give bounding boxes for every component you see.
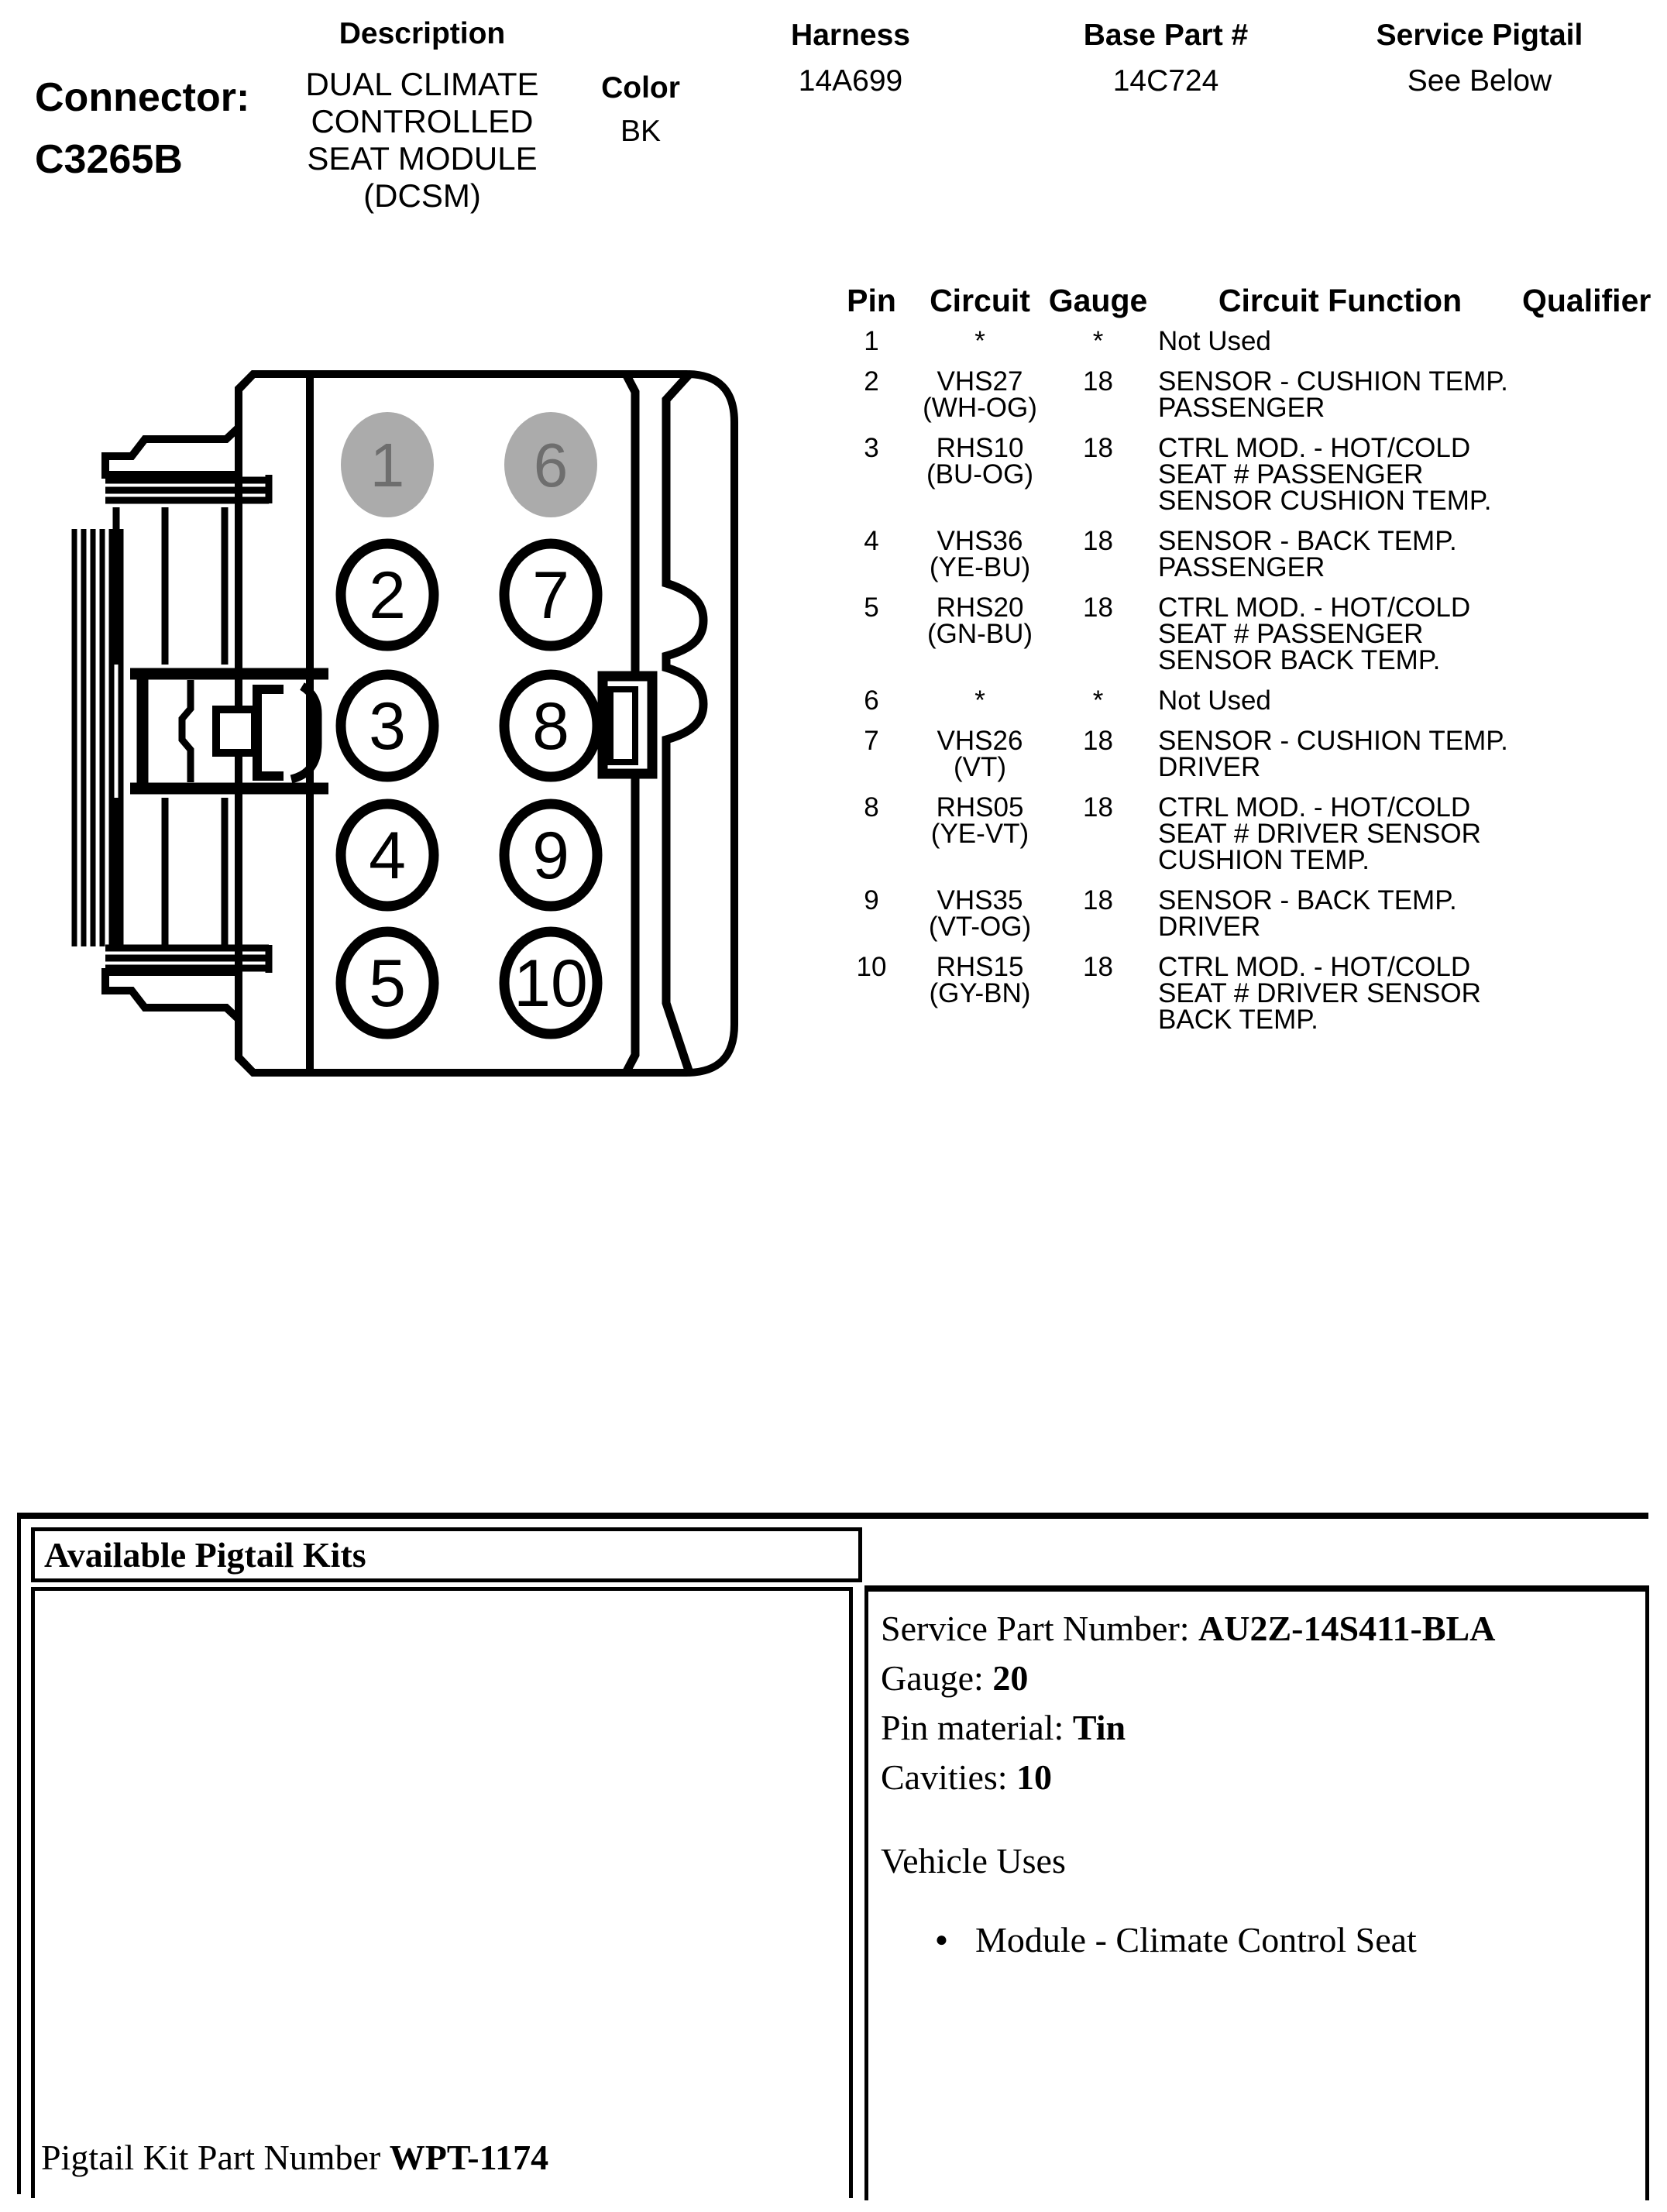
cell-pin: 8 (864, 792, 879, 823)
pin-9 (504, 804, 597, 906)
service-part-details (881, 1604, 1645, 1802)
detail-line: Gauge: 20 (881, 1658, 1029, 1698)
table-row (821, 685, 1627, 716)
svg-text:3: 3 (369, 689, 406, 764)
section-outer-left-border (17, 1513, 21, 2194)
connector-face-diagram (46, 349, 759, 1084)
description-column-label: Description (339, 17, 506, 50)
description-line: CONTROLLED (311, 103, 534, 139)
cell-qualifier (1522, 954, 1627, 1033)
cell-function: Not Used (1158, 326, 1271, 356)
svg-text:9: 9 (532, 819, 569, 893)
available-pigtail-kits-title: Available Pigtail Kits (44, 1535, 366, 1575)
cell-pin: 3 (864, 433, 879, 463)
table-row (821, 528, 1627, 581)
vehicle-use-item: ● Module - Climate Control Seat (881, 1915, 1645, 1965)
base-part-value: 14C724 (1112, 64, 1219, 98)
cell-qualifier (1522, 369, 1627, 421)
col-header-circuit: Circuit (930, 283, 1030, 318)
cell-circuit: RHS10 (BU-OG) (926, 433, 1034, 489)
service-pigtail-label: Service Pigtail (1376, 19, 1583, 52)
cell-gauge: 18 (1083, 726, 1113, 756)
cell-pin: 5 (864, 592, 879, 623)
svg-text:4: 4 (369, 819, 406, 893)
cell-circuit: VHS26 (VT) (937, 726, 1023, 782)
description-line: SEAT MODULE (307, 140, 538, 177)
pin-10 (504, 932, 597, 1034)
cell-qualifier (1522, 595, 1627, 674)
service-pigtail-value: See Below (1407, 64, 1552, 98)
cell-function: SENSOR - BACK TEMP. DRIVER (1158, 885, 1457, 942)
description-value (298, 66, 546, 215)
connector-top-tab (105, 374, 253, 475)
cell-pin: 1 (864, 326, 879, 356)
cell-circuit: * (974, 685, 985, 716)
cell-gauge: 18 (1083, 366, 1113, 397)
cell-circuit: RHS20 (GN-BU) (926, 592, 1033, 649)
cell-gauge: 18 (1083, 592, 1113, 623)
svg-text:10: 10 (514, 946, 588, 1021)
table-row (821, 885, 1627, 942)
harness-label: Harness (791, 19, 910, 52)
cell-function: CTRL MOD. - HOT/COLD SEAT # PASSENGER SENSOR BACK TEMP. (1158, 592, 1471, 675)
pin-3 (341, 675, 434, 777)
cell-qualifier (1522, 888, 1627, 940)
table-row (821, 728, 1627, 781)
col-header-gauge: Gauge (1048, 283, 1148, 318)
connector-inner-ribs (116, 507, 225, 946)
pigtail-kit-cell (31, 1587, 853, 2198)
detail-line: Service Part Number: AU2Z-14S411-BLA (881, 1609, 1496, 1648)
table-row (821, 792, 1627, 875)
cell-gauge: 18 (1083, 885, 1113, 915)
vehicle-uses-list (881, 1915, 1645, 1965)
cell-pin: 10 (856, 952, 887, 982)
pin-7 (504, 544, 597, 646)
svg-text:8: 8 (532, 689, 569, 764)
table-row (821, 954, 1627, 1033)
table-row (821, 366, 1627, 423)
cell-pin: 7 (864, 726, 879, 756)
cell-circuit: RHS15 (GY-BN) (929, 952, 1031, 1008)
cell-circuit: VHS27 (WH-OG) (923, 366, 1037, 423)
svg-text:1: 1 (369, 431, 405, 500)
cell-function: SENSOR - CUSHION TEMP. PASSENGER (1158, 366, 1508, 423)
color-label: Color (601, 71, 680, 105)
cell-gauge: 18 (1083, 792, 1113, 823)
svg-text:6: 6 (533, 431, 569, 500)
cell-pin: 6 (864, 685, 879, 716)
col-header-function: Circuit Function (1218, 283, 1462, 318)
cell-pin: 4 (864, 526, 879, 556)
bullet-icon: ● (935, 1928, 948, 1952)
pin-table-header (821, 283, 1652, 318)
cell-qualifier (1522, 528, 1627, 581)
pin-8 (504, 675, 597, 777)
base-part-label: Base Part # (1083, 19, 1249, 52)
cell-pin: 2 (864, 366, 879, 397)
cell-function: Not Used (1158, 685, 1271, 716)
cell-circuit: * (974, 326, 985, 356)
description-line: DUAL CLIMATE (305, 66, 539, 102)
connector-bottom-tab (105, 972, 253, 1073)
cell-circuit: VHS35 (VT-OG) (928, 885, 1032, 942)
cell-function: CTRL MOD. - HOT/COLD SEAT # PASSENGER SENSOR CUSHION TEMP. (1158, 433, 1492, 516)
cell-gauge: 18 (1083, 952, 1113, 982)
color-value: BK (620, 115, 662, 148)
svg-text:7: 7 (532, 558, 569, 633)
cell-qualifier (1522, 728, 1627, 781)
pin-5 (341, 932, 434, 1034)
table-row (821, 592, 1627, 675)
cell-pin: 9 (864, 885, 879, 915)
harness-value: 14A699 (798, 64, 903, 98)
description-line: (DCSM) (363, 177, 481, 214)
service-part-cell (864, 1585, 1649, 2200)
cell-circuit: RHS05 (YE-VT) (930, 792, 1029, 849)
cell-gauge: 18 (1083, 433, 1113, 463)
col-header-pin: Pin (847, 283, 896, 318)
cell-circuit: VHS36 (YE-BU) (929, 526, 1031, 582)
pin-4 (341, 804, 434, 906)
cell-function: SENSOR - BACK TEMP. PASSENGER (1158, 526, 1457, 582)
detail-line: Pin material: Tin (881, 1708, 1126, 1747)
cell-gauge: 18 (1083, 526, 1113, 556)
vehicle-uses-label: Vehicle Uses (881, 1841, 1066, 1881)
available-pigtail-kits-header (31, 1527, 862, 1582)
pin-table (821, 283, 1652, 1035)
connector-id: C3265B (35, 137, 183, 182)
cell-function: CTRL MOD. - HOT/COLD SEAT # DRIVER SENSOR BACK TEMP. (1158, 952, 1481, 1035)
cell-gauge: * (1092, 685, 1104, 716)
detail-line: Cavities: 10 (881, 1757, 1053, 1797)
connector-title (35, 67, 249, 191)
cell-qualifier (1522, 328, 1627, 355)
table-row (821, 435, 1627, 514)
cell-qualifier (1522, 435, 1627, 514)
svg-text:2: 2 (369, 558, 406, 633)
pigtail-kit-part-number-value: WPT-1174 (389, 2138, 549, 2177)
connector-label: Connector: (35, 75, 250, 120)
pin-1 (341, 412, 434, 517)
pigtail-kit-part-number-line (41, 2137, 548, 2178)
cell-gauge: * (1092, 326, 1104, 356)
table-row (821, 328, 1627, 355)
pin-table-body (821, 328, 1627, 1033)
svg-text:5: 5 (369, 946, 406, 1021)
section-top-rule (17, 1513, 1648, 1519)
cell-function: CTRL MOD. - HOT/COLD SEAT # DRIVER SENSOR CUSHION TEMP. (1158, 792, 1481, 875)
pin-6 (504, 412, 597, 517)
pin-2 (341, 544, 434, 646)
pigtail-kit-part-number-label: Pigtail Kit Part Number (41, 2138, 390, 2177)
cell-qualifier (1522, 795, 1627, 874)
col-header-qualifier: Qualifier (1522, 283, 1652, 318)
cell-qualifier (1522, 688, 1627, 714)
cell-function: SENSOR - CUSHION TEMP. DRIVER (1158, 726, 1508, 782)
connector-upper-flange (105, 475, 269, 503)
connector-clip (603, 676, 652, 774)
